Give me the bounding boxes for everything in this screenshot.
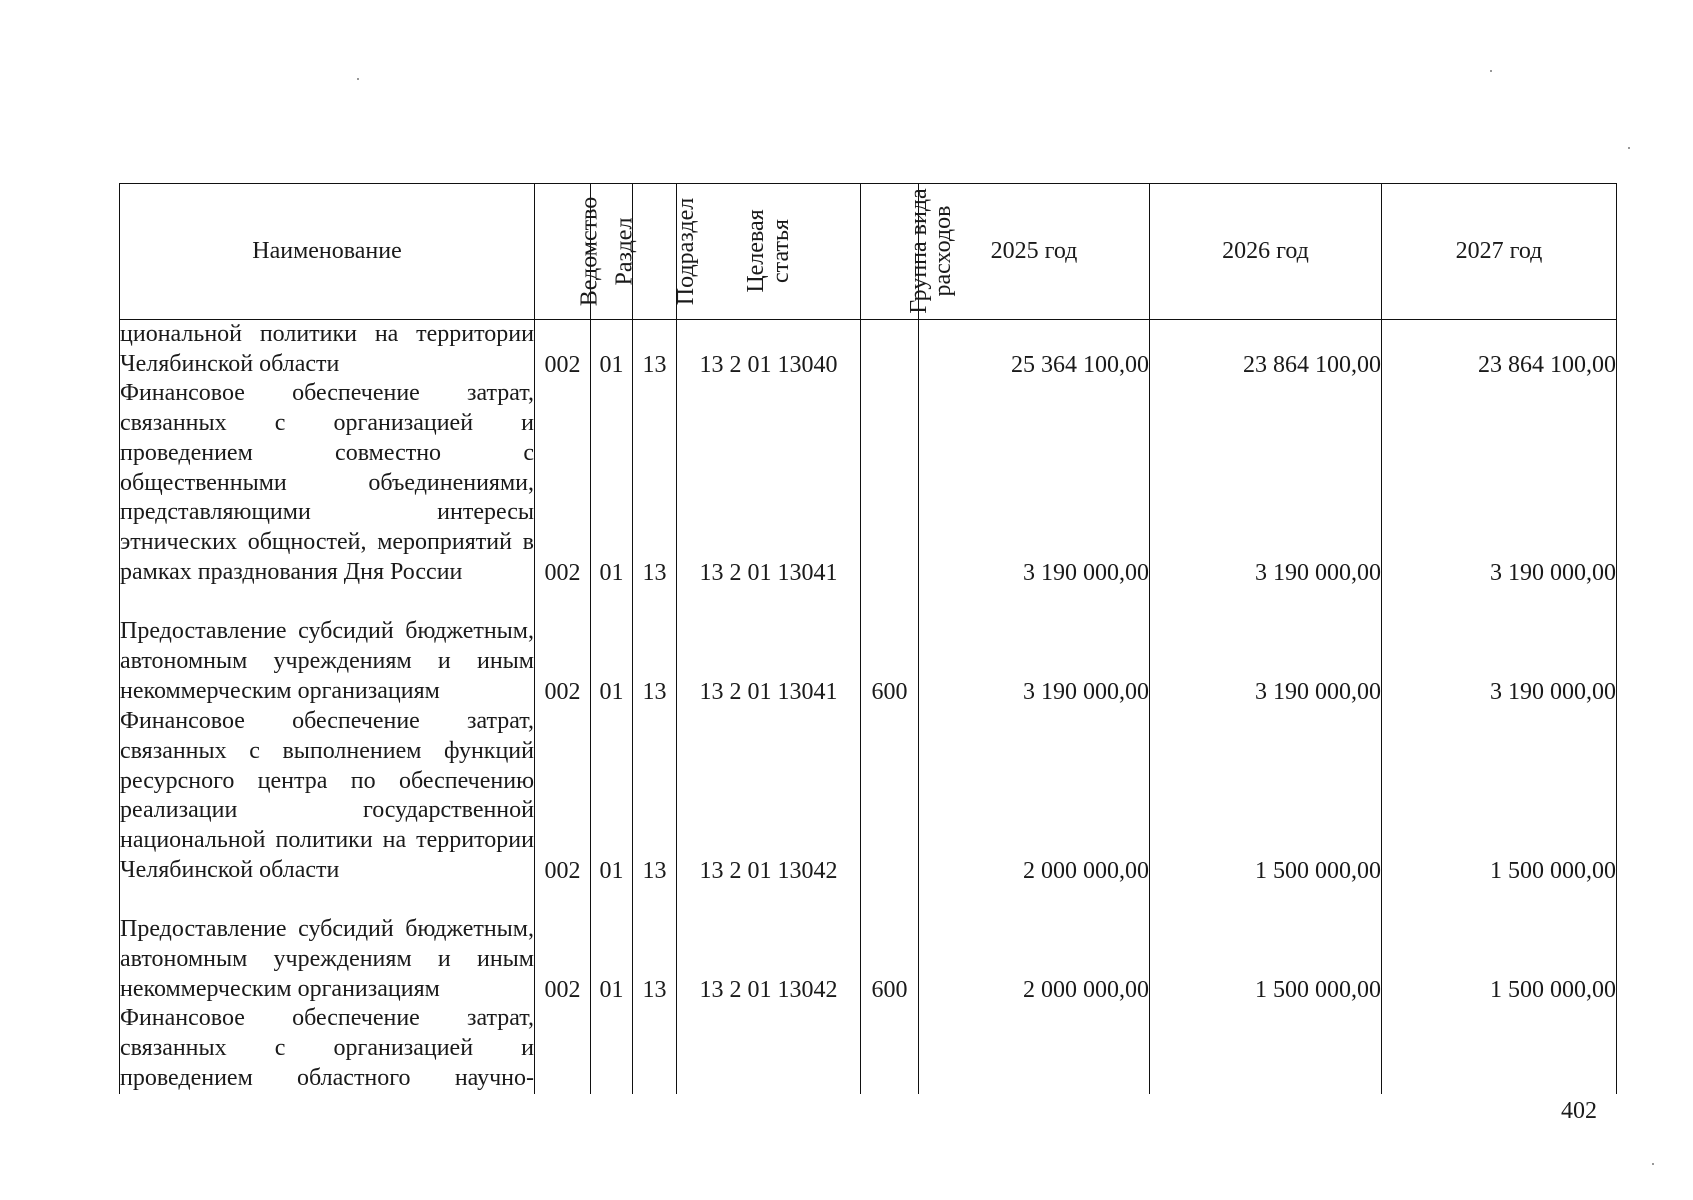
row-subsection: 13 <box>633 320 677 380</box>
table-row <box>120 320 1617 380</box>
row-name: Финансовое обеспечение затрат, связанных с организацией и проведением совместно с общественными объединениями, представляющими интересы этнических общностей, мероприятий в рамках празднования Дня России <box>120 379 535 587</box>
header-year-2027: 2027 год <box>1382 184 1617 320</box>
row-subsection: 13 <box>633 379 677 587</box>
row-amount-2026: 23 864 100,00 <box>1150 320 1382 380</box>
table-row <box>120 587 1617 706</box>
row-section: 01 <box>591 587 633 706</box>
table-row <box>120 706 1617 885</box>
row-amount-2027 <box>1382 1004 1617 1093</box>
row-amount-2027: 3 190 000,00 <box>1382 587 1617 706</box>
row-amount-2027: 1 500 000,00 <box>1382 885 1617 1004</box>
row-department <box>535 1004 591 1093</box>
row-expense-group <box>861 379 919 587</box>
row-amount-2025: 2 000 000,00 <box>919 706 1150 885</box>
row-subsection <box>633 1004 677 1093</box>
scan-speck <box>1628 147 1630 149</box>
table-row <box>120 1004 1617 1093</box>
row-department: 002 <box>535 706 591 885</box>
row-department: 002 <box>535 885 591 1004</box>
row-name: Предоставление субсидий бюджетным, автономным учреждениям и иным некоммерческим организациям <box>120 885 535 1004</box>
table-row <box>120 379 1617 587</box>
row-amount-2025: 2 000 000,00 <box>919 885 1150 1004</box>
row-amount-2027: 23 864 100,00 <box>1382 320 1617 380</box>
row-amount-2026: 1 500 000,00 <box>1150 706 1382 885</box>
row-name: Предоставление субсидий бюджетным, автономным учреждениям и иным некоммерческим организациям <box>120 587 535 706</box>
table-header <box>120 184 1617 320</box>
row-expense-group <box>861 320 919 380</box>
row-target-item: 13 2 01 13041 <box>677 379 861 587</box>
row-subsection: 13 <box>633 885 677 1004</box>
page-number: 402 <box>1561 1098 1597 1124</box>
row-expense-group: 600 <box>861 587 919 706</box>
row-section <box>591 1004 633 1093</box>
scan-speck <box>1652 1163 1654 1165</box>
row-section: 01 <box>591 320 633 380</box>
row-expense-group <box>861 1004 919 1093</box>
header-year-2026: 2026 год <box>1150 184 1382 320</box>
row-amount-2025: 3 190 000,00 <box>919 587 1150 706</box>
row-name: циональной политики на территории Челябинской области <box>120 320 535 380</box>
row-target-item: 13 2 01 13040 <box>677 320 861 380</box>
row-section: 01 <box>591 379 633 587</box>
header-expense-group: Группа вида расходов <box>861 184 919 320</box>
row-subsection: 13 <box>633 587 677 706</box>
scan-speck <box>357 78 359 80</box>
header-department: Ведомство <box>535 184 591 320</box>
header-target-item: Целевая статья <box>677 184 861 320</box>
row-department: 002 <box>535 587 591 706</box>
row-amount-2026: 3 190 000,00 <box>1150 587 1382 706</box>
row-amount-2025: 3 190 000,00 <box>919 379 1150 587</box>
table-body <box>120 320 1617 1094</box>
header-name: Наименование <box>120 184 535 320</box>
row-department: 002 <box>535 320 591 380</box>
row-expense-group: 600 <box>861 885 919 1004</box>
header-subsection: Подраздел <box>633 184 677 320</box>
scan-speck <box>1490 70 1492 72</box>
header-section: Раздел <box>591 184 633 320</box>
row-amount-2026: 3 190 000,00 <box>1150 379 1382 587</box>
row-name: Финансовое обеспечение затрат, связанных с выполнением функций ресурсного центра по обеспечению реализации государственной национальной политики на территории Челябинской области <box>120 706 535 885</box>
row-subsection: 13 <box>633 706 677 885</box>
row-target-item: 13 2 01 13041 <box>677 587 861 706</box>
row-amount-2025 <box>919 1004 1150 1093</box>
row-section: 01 <box>591 885 633 1004</box>
row-amount-2026: 1 500 000,00 <box>1150 885 1382 1004</box>
row-amount-2027: 3 190 000,00 <box>1382 379 1617 587</box>
budget-table <box>119 183 1617 1094</box>
row-target-item <box>677 1004 861 1093</box>
row-target-item: 13 2 01 13042 <box>677 885 861 1004</box>
row-amount-2026 <box>1150 1004 1382 1093</box>
table-row <box>120 885 1617 1004</box>
row-expense-group <box>861 706 919 885</box>
row-amount-2025: 25 364 100,00 <box>919 320 1150 380</box>
row-target-item: 13 2 01 13042 <box>677 706 861 885</box>
row-name: Финансовое обеспечение затрат, связанных с организацией и проведением областного научно- <box>120 1004 535 1093</box>
row-section: 01 <box>591 706 633 885</box>
row-department: 002 <box>535 379 591 587</box>
header-year-2025: 2025 год <box>919 184 1150 320</box>
row-amount-2027: 1 500 000,00 <box>1382 706 1617 885</box>
